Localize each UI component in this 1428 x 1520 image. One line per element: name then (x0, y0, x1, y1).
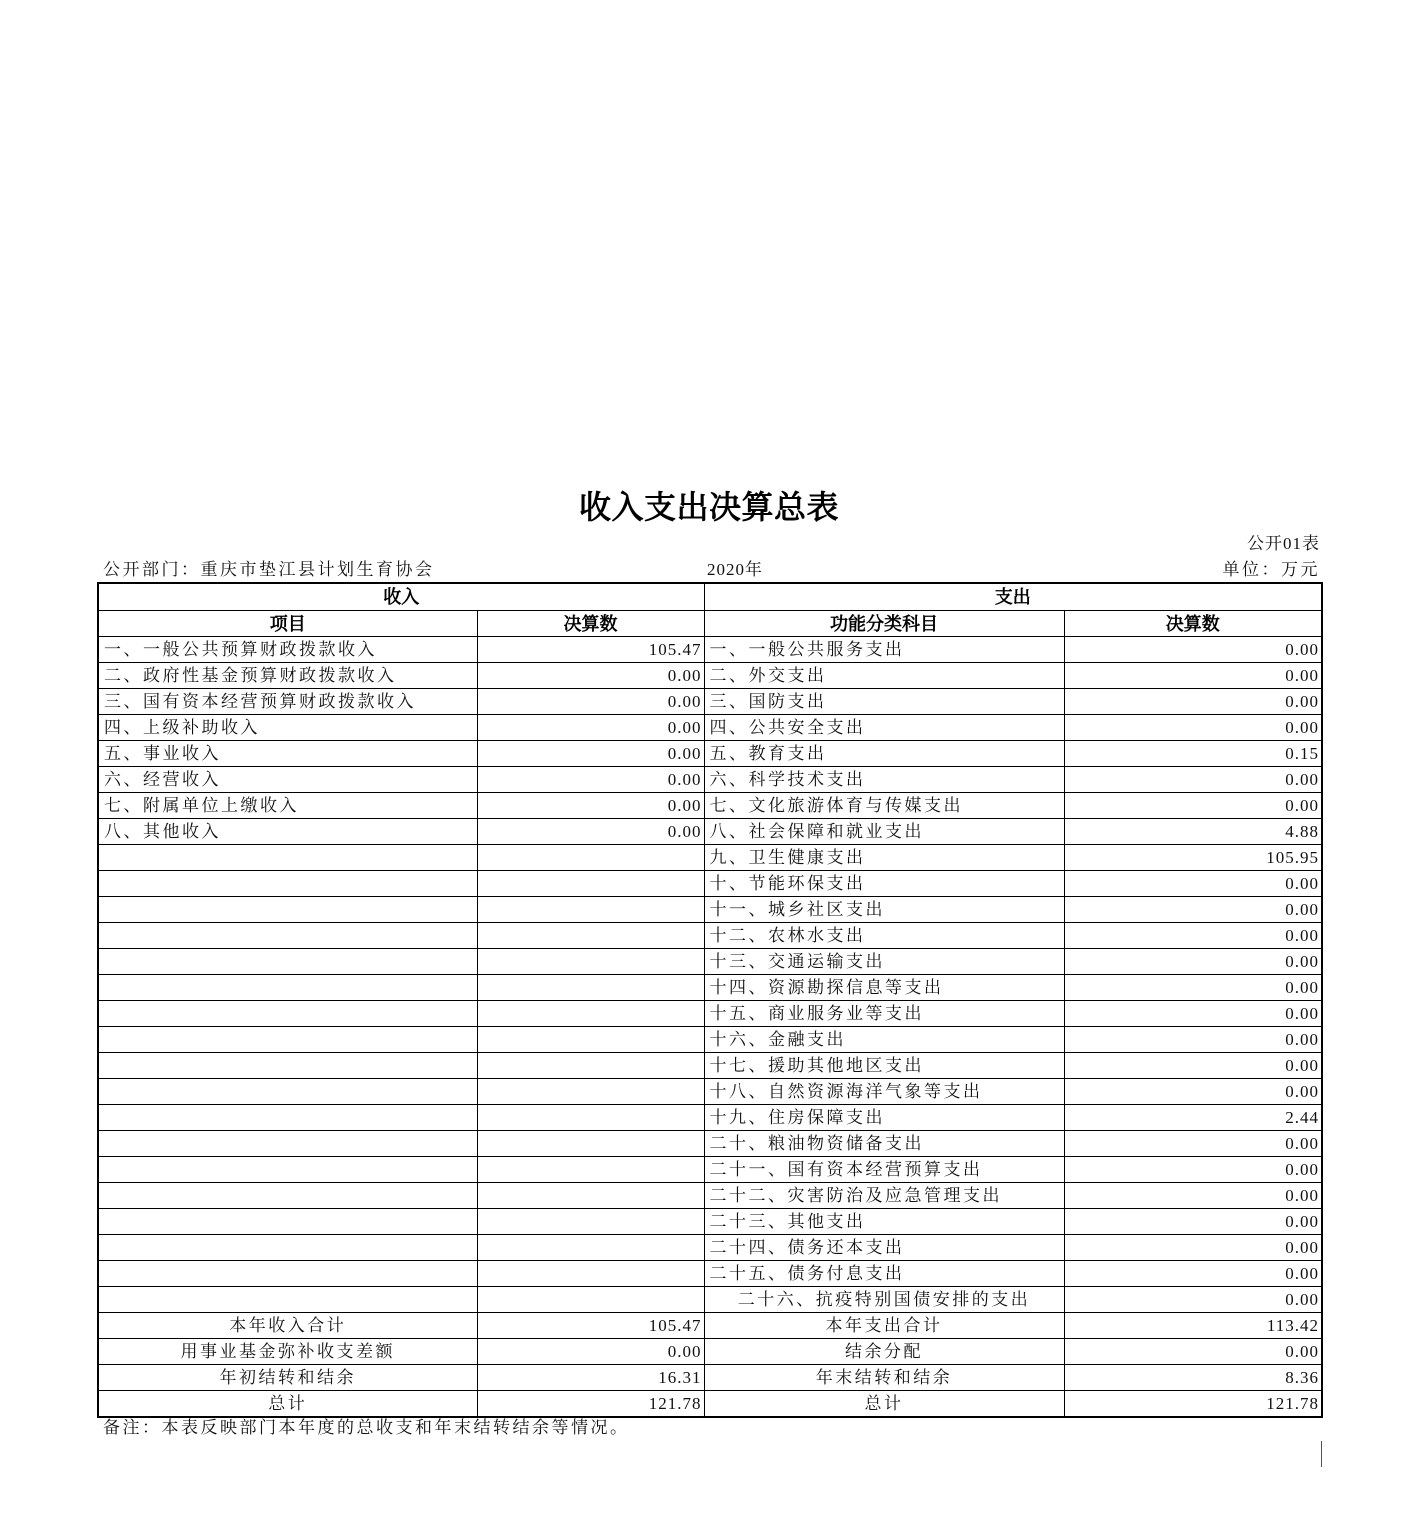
income-item-cell (98, 1157, 477, 1183)
expense-item-cell: 二十三、其他支出 (704, 1209, 1064, 1235)
table-row (98, 1157, 1322, 1183)
income-amount-cell (477, 975, 704, 1001)
department-label: 公开部门：重庆市垫江县计划生育协会 (103, 560, 435, 579)
income-amount-cell: 0.00 (477, 663, 704, 689)
income-amount-cell (477, 1261, 704, 1287)
expense-item-cell: 结余分配 (704, 1339, 1064, 1365)
expense-amount-cell: 0.00 (1064, 871, 1322, 897)
expense-item-cell: 二十四、债务还本支出 (704, 1235, 1064, 1261)
expense-item-cell: 二、外交支出 (704, 663, 1064, 689)
table-row (98, 767, 1322, 793)
income-item-cell (98, 949, 477, 975)
income-expense-summary-table (97, 582, 1323, 1418)
table-row (98, 1105, 1322, 1131)
income-amount-cell (477, 1157, 704, 1183)
expense-amount-cell: 0.00 (1064, 1079, 1322, 1105)
income-amount-cell: 0.00 (477, 793, 704, 819)
section-header-row (98, 583, 1322, 611)
income-item-cell: 三、国有资本经营预算财政拨款收入 (98, 689, 477, 715)
expense-item-cell: 七、文化旅游体育与传媒支出 (704, 793, 1064, 819)
income-item-cell (98, 871, 477, 897)
page-title: 收入支出决算总表 (578, 489, 839, 525)
table-row (98, 689, 1322, 715)
income-amount-cell: 16.31 (477, 1365, 704, 1391)
income-item-cell (98, 1105, 477, 1131)
income-item-cell: 年初结转和结余 (98, 1365, 477, 1391)
expense-amount-cell: 0.00 (1064, 793, 1322, 819)
table-row (98, 1235, 1322, 1261)
expense-item-cell: 一、一般公共服务支出 (704, 637, 1064, 663)
table-row (98, 1261, 1322, 1287)
income-item-cell: 二、政府性基金预算财政拨款收入 (98, 663, 477, 689)
table-row (98, 1053, 1322, 1079)
expense-amount-cell: 0.00 (1064, 1053, 1322, 1079)
income-amount-cell (477, 1053, 704, 1079)
expense-section-header: 支出 (704, 583, 1322, 611)
unit-label: 单位：万元 (1222, 560, 1320, 579)
income-item-cell: 四、上级补助收入 (98, 715, 477, 741)
column-header-income-item: 项目 (98, 611, 477, 637)
table-row (98, 1131, 1322, 1157)
income-item-cell (98, 845, 477, 871)
expense-item-cell: 十四、资源勘探信息等支出 (704, 975, 1064, 1001)
table-row (98, 715, 1322, 741)
expense-amount-cell: 0.00 (1064, 1235, 1322, 1261)
table-row (98, 1027, 1322, 1053)
income-amount-cell (477, 845, 704, 871)
expense-item-cell: 十九、住房保障支出 (704, 1105, 1064, 1131)
table-row (98, 637, 1322, 663)
expense-amount-cell: 0.00 (1064, 1209, 1322, 1235)
expense-item-cell: 十五、商业服务业等支出 (704, 1001, 1064, 1027)
expense-amount-cell: 0.00 (1064, 923, 1322, 949)
income-amount-cell (477, 1183, 704, 1209)
income-item-cell: 七、附属单位上缴收入 (98, 793, 477, 819)
footnote: 备注：本表反映部门本年度的总收支和年末结转结余等情况。 (103, 1418, 630, 1437)
expense-item-cell: 十七、援助其他地区支出 (704, 1053, 1064, 1079)
expense-item-cell: 二十五、债务付息支出 (704, 1261, 1064, 1287)
expense-item-cell: 五、教育支出 (704, 741, 1064, 767)
expense-item-cell: 二十二、灾害防治及应急管理支出 (704, 1183, 1064, 1209)
table-row (98, 1183, 1322, 1209)
table-body (98, 637, 1322, 1418)
expense-item-cell: 十六、金融支出 (704, 1027, 1064, 1053)
income-item-cell: 总计 (98, 1391, 477, 1418)
income-amount-cell (477, 897, 704, 923)
expense-amount-cell: 0.00 (1064, 1183, 1322, 1209)
expense-amount-cell: 0.00 (1064, 663, 1322, 689)
expense-amount-cell: 0.00 (1064, 897, 1322, 923)
table-row (98, 845, 1322, 871)
expense-amount-cell: 0.00 (1064, 949, 1322, 975)
expense-amount-cell: 0.00 (1064, 975, 1322, 1001)
income-amount-cell: 121.78 (477, 1391, 704, 1418)
table-row (98, 1209, 1322, 1235)
income-item-cell: 一、一般公共预算财政拨款收入 (98, 637, 477, 663)
expense-item-cell: 九、卫生健康支出 (704, 845, 1064, 871)
income-item-cell (98, 1261, 477, 1287)
expense-amount-cell: 0.00 (1064, 1157, 1322, 1183)
income-amount-cell (477, 1209, 704, 1235)
table-row (98, 871, 1322, 897)
income-item-cell (98, 1027, 477, 1053)
expense-item-cell: 二十、粮油物资储备支出 (704, 1131, 1064, 1157)
column-header-row (98, 611, 1322, 637)
income-item-cell: 六、经营收入 (98, 767, 477, 793)
expense-item-cell: 总计 (704, 1391, 1064, 1418)
income-item-cell (98, 1001, 477, 1027)
table-row (98, 663, 1322, 689)
income-amount-cell: 0.00 (477, 767, 704, 793)
table-row (98, 975, 1322, 1001)
income-item-cell (98, 1209, 477, 1235)
income-amount-cell (477, 1027, 704, 1053)
income-amount-cell (477, 1079, 704, 1105)
table-row (98, 741, 1322, 767)
expense-item-cell: 十三、交通运输支出 (704, 949, 1064, 975)
expense-amount-cell: 113.42 (1064, 1313, 1322, 1339)
income-amount-cell (477, 1105, 704, 1131)
expense-amount-cell: 0.00 (1064, 689, 1322, 715)
income-item-cell: 本年收入合计 (98, 1313, 477, 1339)
income-item-cell: 用事业基金弥补收支差额 (98, 1339, 477, 1365)
expense-item-cell: 十八、自然资源海洋气象等支出 (704, 1079, 1064, 1105)
income-amount-cell: 0.00 (477, 715, 704, 741)
summary-row (98, 1313, 1322, 1339)
expense-amount-cell: 0.00 (1064, 1339, 1322, 1365)
income-amount-cell: 105.47 (477, 637, 704, 663)
income-item-cell: 五、事业收入 (98, 741, 477, 767)
expense-amount-cell: 0.00 (1064, 1261, 1322, 1287)
expense-item-cell: 六、科学技术支出 (704, 767, 1064, 793)
expense-amount-cell: 8.36 (1064, 1365, 1322, 1391)
income-amount-cell: 105.47 (477, 1313, 704, 1339)
expense-amount-cell: 4.88 (1064, 819, 1322, 845)
column-header-expense-amount: 决算数 (1064, 611, 1322, 637)
income-amount-cell (477, 1235, 704, 1261)
table-row (98, 819, 1322, 845)
summary-row (98, 1339, 1322, 1365)
income-amount-cell: 0.00 (477, 819, 704, 845)
income-amount-cell (477, 923, 704, 949)
expense-amount-cell: 0.00 (1064, 1001, 1322, 1027)
expense-amount-cell: 0.00 (1064, 767, 1322, 793)
expense-amount-cell: 0.00 (1064, 637, 1322, 663)
expense-amount-cell: 0.00 (1064, 1287, 1322, 1313)
table-row (98, 949, 1322, 975)
year-label: 2020年 (707, 560, 763, 579)
summary-row (98, 1365, 1322, 1391)
income-item-cell (98, 1053, 477, 1079)
expense-amount-cell: 105.95 (1064, 845, 1322, 871)
expense-item-cell: 本年支出合计 (704, 1313, 1064, 1339)
income-item-cell (98, 1079, 477, 1105)
income-amount-cell (477, 1131, 704, 1157)
expense-amount-cell: 0.00 (1064, 1027, 1322, 1053)
expense-item-cell: 十一、城乡社区支出 (704, 897, 1064, 923)
income-amount-cell (477, 1287, 704, 1313)
income-item-cell (98, 1235, 477, 1261)
income-item-cell (98, 1131, 477, 1157)
income-item-cell (98, 975, 477, 1001)
expense-item-cell: 二十六、抗疫特别国债安排的支出 (704, 1287, 1064, 1313)
income-item-cell (98, 923, 477, 949)
column-header-income-amount: 决算数 (477, 611, 704, 637)
expense-item-cell: 年末结转和结余 (704, 1365, 1064, 1391)
summary-row (98, 1391, 1322, 1418)
income-amount-cell: 0.00 (477, 741, 704, 767)
table-row (98, 793, 1322, 819)
income-amount-cell: 0.00 (477, 1339, 704, 1365)
expense-amount-cell: 0.15 (1064, 741, 1322, 767)
table-row (98, 1287, 1322, 1313)
income-amount-cell: 0.00 (477, 689, 704, 715)
income-amount-cell (477, 949, 704, 975)
expense-amount-cell: 121.78 (1064, 1391, 1322, 1418)
expense-item-cell: 十二、农林水支出 (704, 923, 1064, 949)
expense-item-cell: 四、公共安全支出 (704, 715, 1064, 741)
income-item-cell (98, 1287, 477, 1313)
expense-amount-cell: 2.44 (1064, 1105, 1322, 1131)
table-row (98, 1079, 1322, 1105)
expense-item-cell: 十、节能环保支出 (704, 871, 1064, 897)
income-item-cell (98, 897, 477, 923)
form-number: 公开01表 (1247, 534, 1320, 553)
column-header-expense-category: 功能分类科目 (704, 611, 1064, 637)
income-amount-cell (477, 871, 704, 897)
edge-mark-line (1321, 1441, 1322, 1467)
expense-amount-cell: 0.00 (1064, 715, 1322, 741)
income-item-cell: 八、其他收入 (98, 819, 477, 845)
income-section-header: 收入 (98, 583, 704, 611)
table-row (98, 923, 1322, 949)
table-row (98, 897, 1322, 923)
table-row (98, 1001, 1322, 1027)
income-item-cell (98, 1183, 477, 1209)
expense-item-cell: 八、社会保障和就业支出 (704, 819, 1064, 845)
expense-item-cell: 二十一、国有资本经营预算支出 (704, 1157, 1064, 1183)
income-amount-cell (477, 1001, 704, 1027)
expense-amount-cell: 0.00 (1064, 1131, 1322, 1157)
expense-item-cell: 三、国防支出 (704, 689, 1064, 715)
